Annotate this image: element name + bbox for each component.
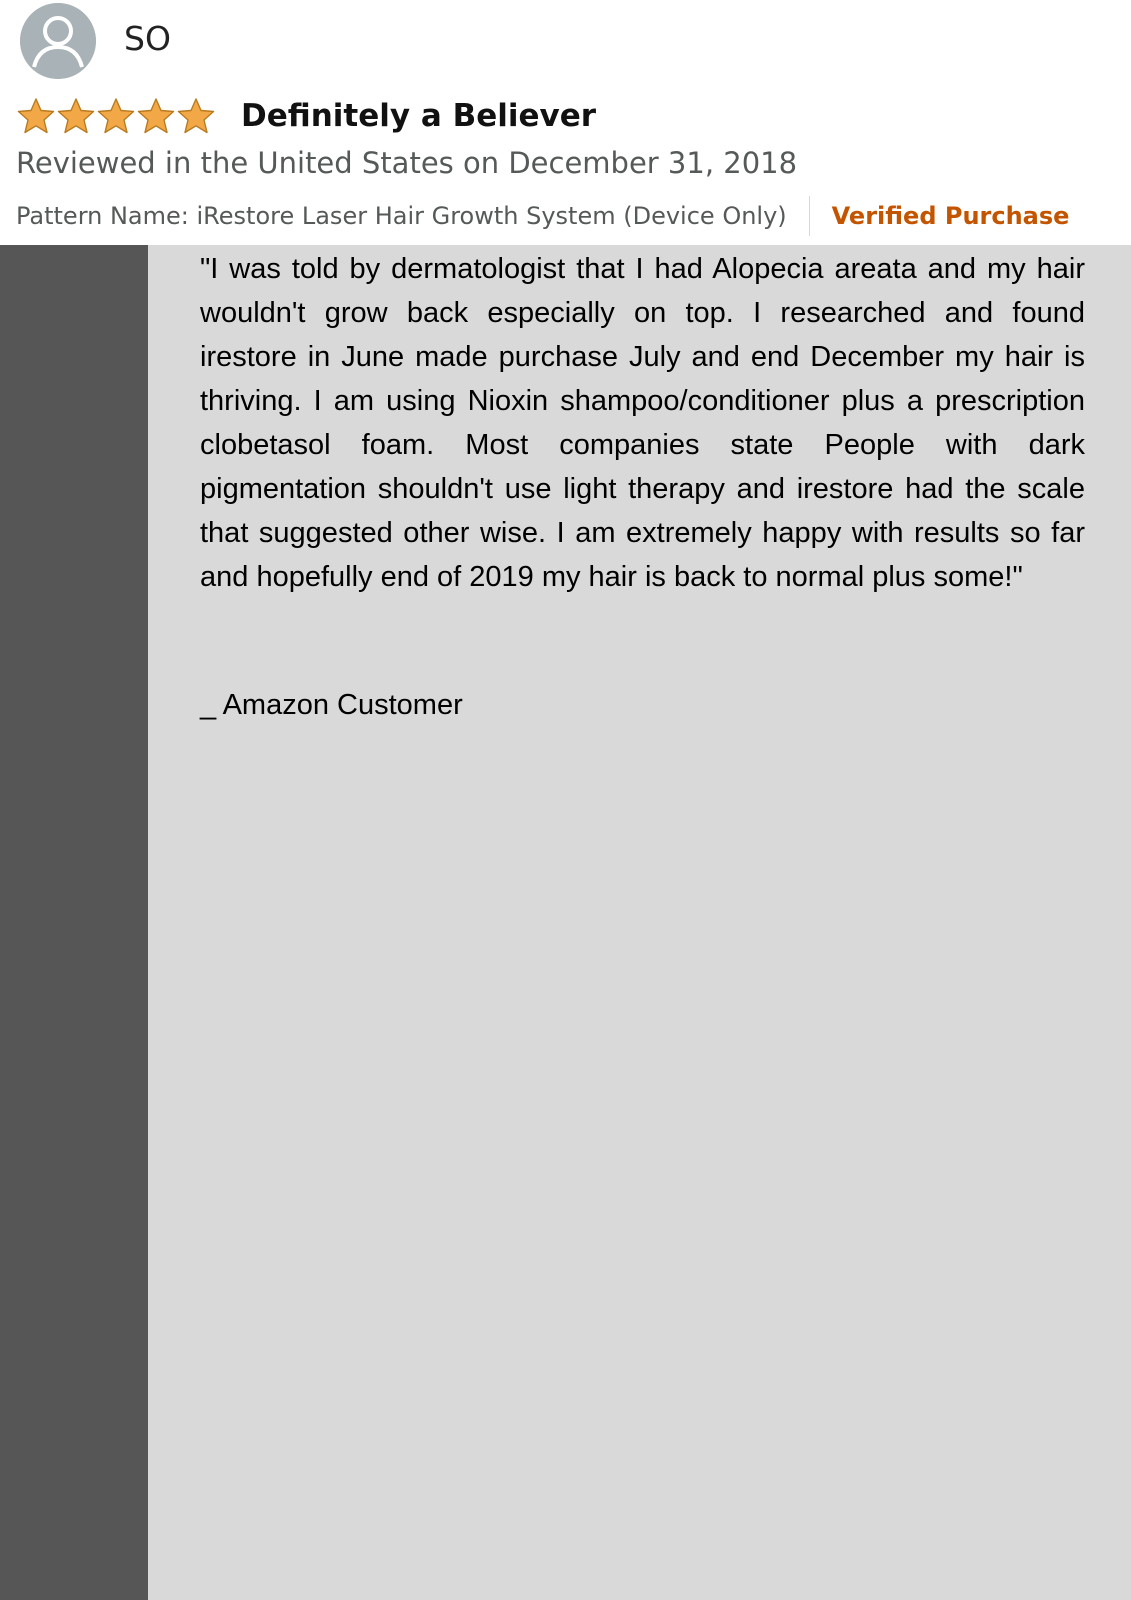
verified-purchase-badge: Verified Purchase <box>831 202 1070 230</box>
star-icon <box>56 96 96 136</box>
avatar[interactable] <box>20 3 96 79</box>
review-title[interactable]: Definitely a Believer <box>241 98 597 134</box>
sidebar-bar <box>0 245 148 1600</box>
testimonial-quote: "I was told by dermatologist that I had Alopecia areata and my hair wouldn't grow back especially on top. I researched and found irestore in June made purchase July and end December my hair is thriving. I am using Nioxin shampoo/conditioner plus a prescription clobetasol foam. Most companies state People with dark pigmentation shouldn't use light therapy and irestore had the scale that suggested other wise. I am extremely happy with results so far and hopefully end of 2019 my hair is back to normal plus some!" <box>200 253 1085 593</box>
star-rating <box>16 96 216 136</box>
review-meta <box>16 200 1069 232</box>
star-icon <box>136 96 176 136</box>
testimonial-panel <box>148 245 1131 1600</box>
star-icon <box>176 96 216 136</box>
pattern-name: Pattern Name: iRestore Laser Hair Growth System (Device Only) <box>16 202 787 230</box>
testimonial-attribution: _ Amazon Customer <box>200 689 463 721</box>
star-icon <box>96 96 136 136</box>
review-header <box>0 0 1131 245</box>
user-silhouette-icon <box>20 3 96 79</box>
star-icon <box>16 96 56 136</box>
reviewer-name[interactable]: SO <box>124 19 171 58</box>
meta-divider <box>809 196 810 236</box>
review-date: Reviewed in the United States on December 31, 2018 <box>16 146 798 180</box>
